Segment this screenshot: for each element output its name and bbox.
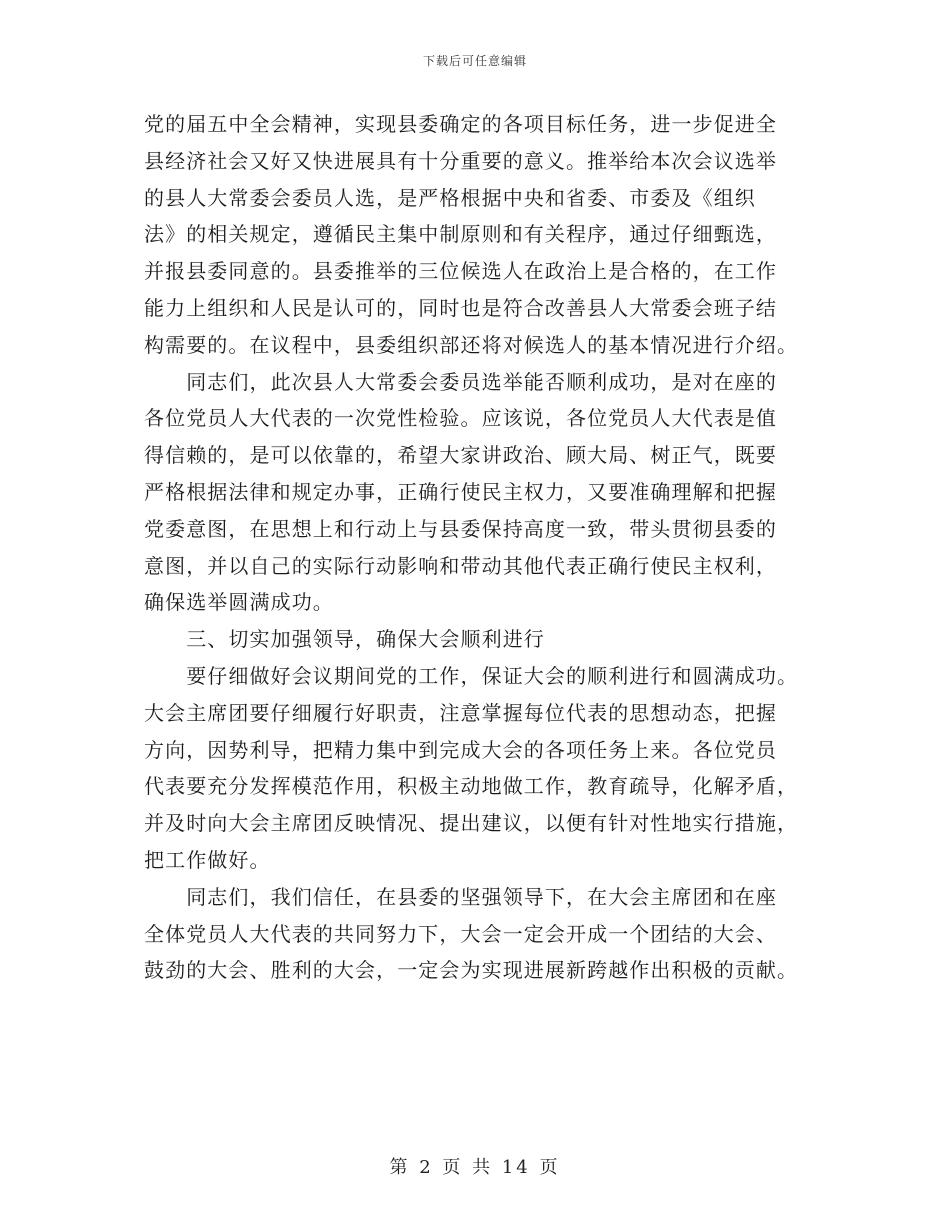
text-line: 大会主席团要仔细履行好职责，注意掌握每位代表的思想动态，把握	[144, 700, 777, 725]
text-line: 同志们，我们信任，在县委的坚强领导下，在大会主席团和在座	[144, 884, 777, 909]
text-line: 同志们，此次县人大常委会委员选举能否顺利成功，是对在座的	[144, 369, 777, 394]
text-line: 县经济社会又好又快进展具有十分重要的意义。推举给本次会议选举	[144, 148, 777, 173]
text-line: 法》的相关规定，遵循民主集中制原则和有关程序，通过仔细甄选，	[144, 222, 777, 247]
text-line: 代表要充分发挥模范作用，积极主动地做工作，教育疏导，化解矛盾，	[144, 774, 799, 799]
text-line: 意图，并以自己的实际行动影响和带动其他代表正确行使民主权利，	[144, 553, 777, 578]
text-line: 党委意图，在思想上和行动上与县委保持高度一致，带头贯彻县委的	[144, 516, 777, 541]
section-heading: 三、切实加强领导，确保大会顺利进行	[144, 627, 545, 652]
document-body	[144, 106, 824, 989]
text-line: 严格根据法律和规定办事，正确行使民主权力，又要准确理解和把握	[144, 479, 777, 504]
text-line: 并报县委同意的。县委推举的三位候选人在政治上是合格的，在工作	[144, 259, 777, 284]
text-line: 全体党员人大代表的共同努力下，大会一定会开成一个团结的大会、	[144, 921, 777, 946]
text-line: 得信赖的，是可以依靠的，希望大家讲政治、顾大局、树正气，既要	[144, 443, 777, 468]
text-line: 并及时向大会主席团反映情况、提出建议，以便有针对性地实行措施，	[144, 811, 799, 836]
text-line: 要仔细做好会议期间党的工作，保证大会的顺利进行和圆满成功。	[144, 663, 799, 688]
page-header-note: 下载后可任意编辑	[422, 54, 527, 68]
text-line: 能力上组织和人民是认可的，同时也是符合改善县人大常委会班子结	[144, 295, 777, 320]
text-line: 方向，因势利导，把精力集中到完成大会的各项任务上来。各位党员	[144, 737, 777, 762]
page-number-footer: 第 2 页 共 14 页	[389, 1157, 561, 1178]
text-line: 党的届五中全会精神，实现县委确定的各项目标任务，进一步促进全	[144, 112, 777, 136]
text-line: 的县人大常委会委员人选，是严格根据中央和省委、市委及《组织	[144, 185, 756, 210]
text-line: 各位党员人大代表的一次党性检验。应该说，各位党员人大代表是值	[144, 406, 777, 431]
text-line: 把工作做好。	[144, 847, 271, 872]
text-line: 确保选举圆满成功。	[144, 590, 334, 615]
text-line: 构需要的。在议程中，县委组织部还将对候选人的基本情况进行介绍。	[144, 332, 799, 357]
text-line: 鼓劲的大会、胜利的大会，一定会为实现进展新跨越作出积极的贡献。	[144, 958, 799, 983]
